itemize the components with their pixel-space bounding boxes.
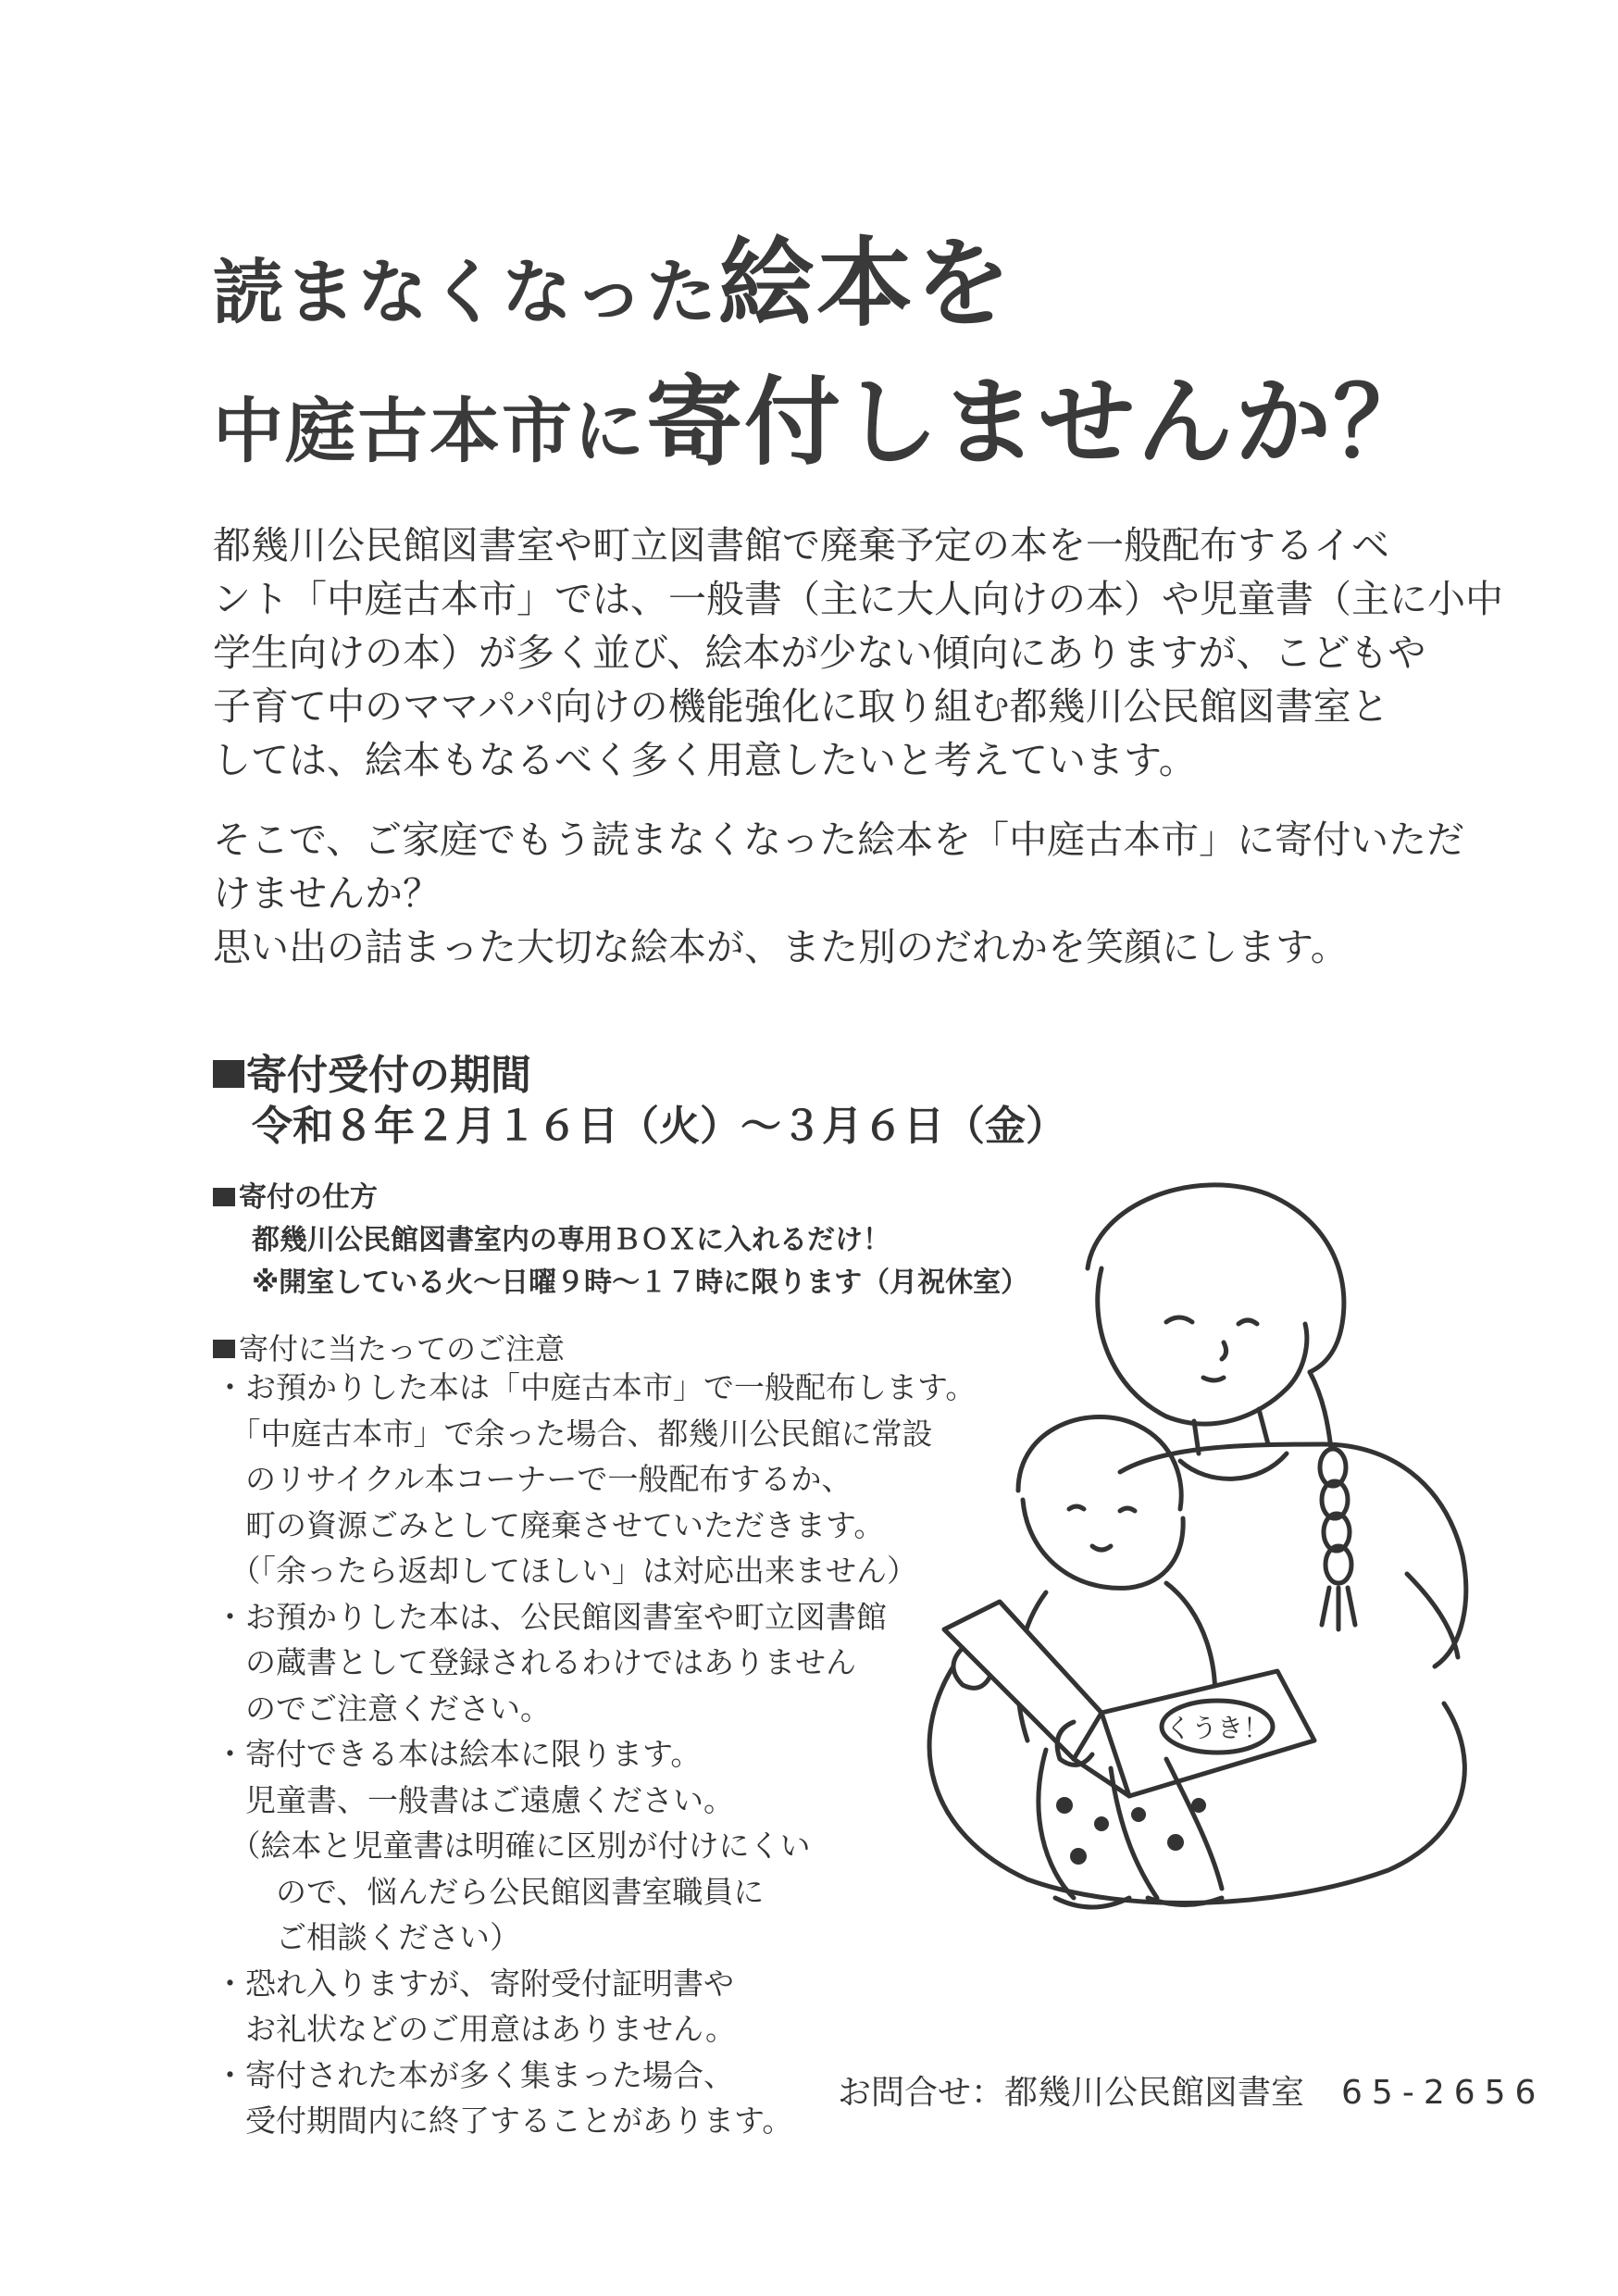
title-line-2-small: 中庭古本市に <box>213 390 646 472</box>
intro-line: 子育て中のママパパ向けの機能強化に取り組む都幾川公民館図書室と <box>213 684 1389 729</box>
square-bullet-icon <box>213 1188 235 1206</box>
request-paragraph <box>213 813 1472 974</box>
intro-line: 学生向けの本）が多く並び、絵本が少ない傾向にありますが、こどもや <box>213 630 1426 675</box>
method-heading-text: 寄付の仕方 <box>239 1181 378 1214</box>
note-line: のでご注意ください。 <box>215 1690 551 1727</box>
period-heading-text: 寄付受付の期間 <box>246 1052 531 1099</box>
title-line-2 <box>213 344 1431 483</box>
request-line: そこで、ご家庭でもう読まなくなった絵本を「中庭古本市」に寄付いただ <box>213 817 1465 862</box>
note-line: ・寄付できる本は絵本に限ります。 <box>215 1736 702 1772</box>
note-line: （「余ったら返却してほしい」は対応出来ません） <box>215 1553 917 1589</box>
note-line: （絵本と児童書は明確に区別が付けにくい <box>215 1828 811 1864</box>
request-line: けませんか？ <box>213 871 441 916</box>
note-line: 児童書、一般書はご遠慮ください。 <box>215 1781 734 1818</box>
contact-label: お問合せ：都幾川公民館図書室 <box>838 2074 1305 2112</box>
square-bullet-icon <box>213 1340 235 1358</box>
note-line: ・恐れ入りますが、寄附受付証明書や <box>215 1965 734 2002</box>
intro-line: 都幾川公民館図書室や町立図書館で廃棄予定の本を一般配布するイベ <box>213 523 1389 568</box>
note-line: ご相談ください） <box>215 1919 520 1955</box>
mother-child-reading-illustration <box>889 1167 1481 1926</box>
notes-heading <box>213 1326 565 1368</box>
notes-heading-text: 寄付に当たってのご注意 <box>239 1331 566 1366</box>
note-line: ・寄付された本が多く集まった場合、 <box>215 2056 734 2093</box>
note-line: 「中庭古本市」で余った場合、都幾川公民館に常設 <box>215 1415 933 1452</box>
note-line: ・お預かりした本は、公民館図書室や町立図書館 <box>215 1598 887 1635</box>
square-bullet-icon <box>213 1060 244 1088</box>
intro-line: ント「中庭古本市」では、一般書（主に大人向けの本）や児童書（主に小中 <box>213 577 1503 621</box>
note-line: お礼状などのご用意はありません。 <box>215 2011 736 2047</box>
contact-phone: 65-2656 <box>1341 2074 1546 2112</box>
method-line: ※開室している火～日曜９時～１７時に限ります（月祝休室） <box>252 1267 1029 1299</box>
note-line: の蔵書として登録されるわけではありません <box>215 1644 856 1680</box>
book-speech-text: くうき！ <box>1164 1713 1270 1743</box>
title-line-1-small: 読まなくなった <box>213 251 718 333</box>
title-line-1-big: 絵本を <box>718 227 1014 340</box>
title-line-1 <box>213 206 1013 344</box>
notes-list <box>215 1365 976 2144</box>
intro-line: しては、絵本もなるべく多く用意したいと考えています。 <box>213 738 1197 782</box>
note-line: ので、悩んだら公民館図書室職員に <box>215 1873 765 1910</box>
request-line: 思い出の詰まった大切な絵本が、また別のだれかを笑顔にします。 <box>213 925 1349 969</box>
intro-paragraph <box>213 518 1503 787</box>
note-line: 受付期間内に終了することがあります。 <box>215 2103 793 2139</box>
note-line: 町の資源ごみとして廃棄させていただきます。 <box>215 1506 885 1543</box>
note-line: ・お預かりした本は「中庭古本市」で一般配布します。 <box>215 1369 977 1405</box>
method-line: 都幾川公民館図書室内の専用ＢＯＸに入れるだけ！ <box>252 1224 890 1256</box>
title-line-2-big: 寄付しませんか？ <box>646 366 1432 479</box>
period-value: 令和８年２月１６日（火）～３月６日（金） <box>252 1103 1066 1150</box>
contact-info <box>838 2066 1545 2114</box>
method-heading <box>213 1174 378 1215</box>
note-line: のリサイクル本コーナーで一般配布するか、 <box>215 1461 853 1497</box>
